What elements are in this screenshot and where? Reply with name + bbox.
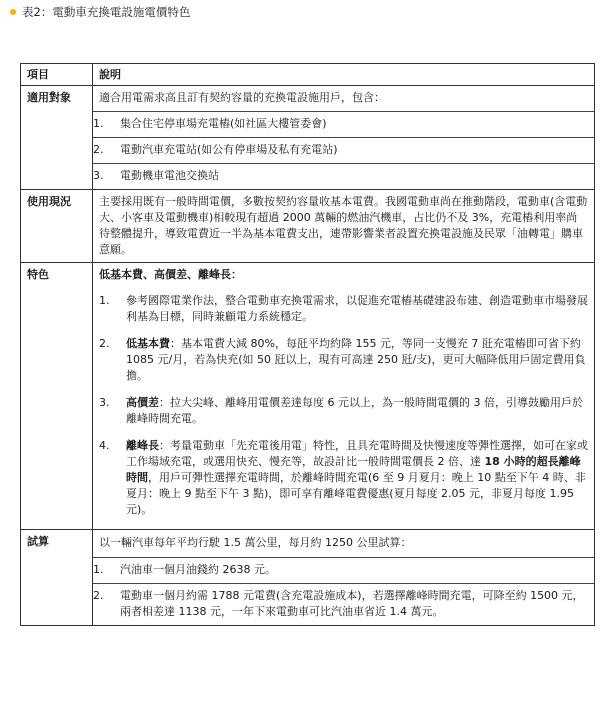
item-text: 參考國際電業作法，整合電動車充換電需求，以促進充電樁基礎建設布建、創造電動車市場發展利基為目標，同時兼顧電力系統穩定。: [126, 294, 588, 323]
ev-tariff-table: [20, 63, 595, 626]
header-item: 項目: [21, 64, 93, 86]
row-content: [93, 86, 595, 190]
item-body: ：拉大尖峰、離峰用電價差達每度 6 元以上，為一般時間電價的 3 倍，引導鼓勵用戶於離峰時間充電。: [126, 396, 583, 425]
list-item: [99, 391, 588, 434]
item-body: ，用戶可彈性選擇充電時間，於離峰時間充電(6 至 9 月夏月：晚上 10 點至下午 4 時、非夏月：晚上 9 點至下午 3 點)，即可享有離峰電費優惠(夏月每度 2.05 元，非夏月每度 1.95 元)。: [126, 471, 586, 516]
row-intro: 適合用電需求高且訂有契約容量的充換電設施用戶，包含：: [99, 91, 385, 104]
list-item: [93, 111, 594, 137]
table-row: [21, 190, 595, 263]
item-text: 集合住宅停車場充電樁(如社區大樓管委會): [120, 117, 327, 130]
row-label: 特色: [21, 263, 93, 530]
list-item: [99, 332, 588, 391]
item-text: [126, 395, 588, 427]
item-number: 2.: [93, 589, 104, 602]
table-row: [21, 86, 595, 190]
row-content: [93, 263, 595, 530]
list-item: [99, 434, 588, 525]
table-row: [21, 530, 595, 626]
item-keyword: 離峰長: [126, 439, 159, 452]
row-label: 使用現況: [21, 190, 93, 263]
list-item: [99, 289, 588, 332]
feature-list: [99, 289, 588, 525]
list-item: [93, 163, 594, 189]
item-number: 3.: [99, 396, 110, 409]
list-item: [93, 137, 594, 163]
row-label: 適用對象: [21, 86, 93, 190]
table-header-row: [21, 64, 595, 86]
row-content: [93, 530, 595, 626]
item-text: 電動車一個月約需 1788 元電費(含充電設施成本)，若選擇離峰時間充電，可降至約 1500 元，兩者相差達 1138 元，一年下來電動車可比汽油車省近 1.4 萬元。: [120, 589, 584, 618]
item-emphasis: 18 小時的超長離峰時間: [126, 455, 581, 484]
item-number: 1.: [93, 117, 104, 130]
item-text: 電動機車電池交換站: [120, 169, 219, 182]
item-number: 3.: [93, 169, 104, 182]
applicable-list: [93, 111, 588, 189]
item-text: [126, 438, 588, 518]
table-caption: [10, 4, 190, 20]
row-intro: 以一輛汽車每年平均行駛 1.5 萬公里，每月約 1250 公里試算：: [99, 536, 412, 549]
caption-text: 表2：電動車充換電設施電價特色: [22, 5, 191, 19]
table-row: [21, 263, 595, 530]
item-number: 1.: [99, 294, 110, 307]
item-number: 2.: [99, 337, 110, 350]
item-keyword: 低基本費: [126, 337, 170, 350]
item-keyword: 高價差: [126, 396, 159, 409]
item-number: 1.: [93, 563, 104, 576]
header-description: 說明: [93, 64, 595, 86]
calc-list: [93, 557, 588, 625]
item-body: ：基本電費大減 80%，每瓩平均約降 155 元，等同一支慢充 7 瓩充電樁即可省下約 1085 元/月，若為快充(如 50 瓩以上，現有可高達 250 瓩/支)，更可大幅降低用戶固定費用負擔。: [126, 337, 586, 382]
item-text: 汽油車一個月油錢約 2638 元。: [120, 563, 276, 576]
list-item: [93, 557, 594, 583]
bullet-dot-icon: [10, 9, 16, 15]
list-item: [93, 583, 594, 625]
item-body: ：考量電動車「先充電後用電」特性，且具充電時間及快慢速度等彈性選擇，如可在家或工作場域充電，或選用快充、慢充等，故設計比一般時間電價長 2 倍、達: [126, 439, 588, 468]
item-text: 電動汽車充電站(如公有停車場及私有充電站): [120, 143, 338, 156]
row-text: 主要採用既有一般時間電價，多數按契約容量收基本電費。我國電動車尚在推動階段，電動車(含電動大、小客車及電動機車)相較現有超過 2000 萬輛的燃油汽機車，占比仍不及 3%，充電樁利用率尚待整體提升，導致電費近一半為基本電費支出，連帶影響業者設置充換電設施及民眾「油轉電」購車意願。: [93, 190, 595, 263]
row-label: 試算: [21, 530, 93, 626]
item-number: 2.: [93, 143, 104, 156]
item-text: [126, 336, 588, 384]
row-intro: 低基本費、高價差、離峰長：: [99, 268, 242, 281]
item-number: 4.: [99, 439, 110, 452]
